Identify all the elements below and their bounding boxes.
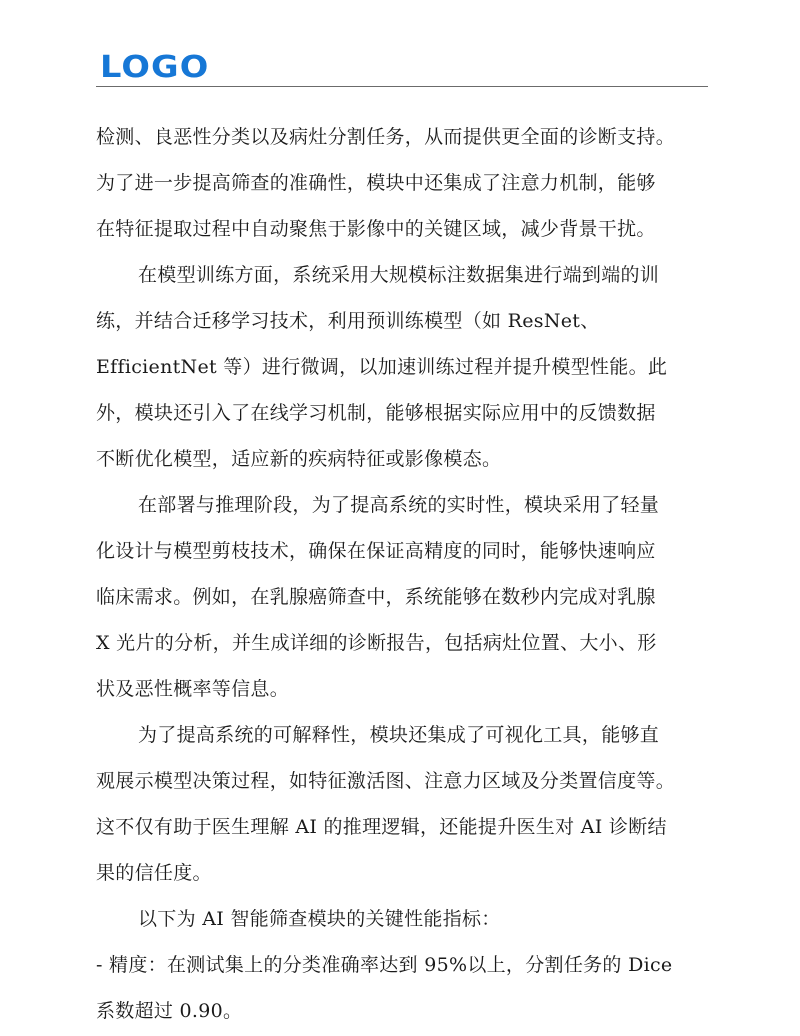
text-line: X 光片的分析，并生成详细的诊断报告，包括病灶位置、大小、形 — [96, 632, 657, 654]
text-line: 外，模块还引入了在线学习机制，能够根据实际应用中的反馈数据 — [96, 402, 656, 424]
document-body — [96, 114, 726, 1034]
paragraph-start-line: 为了提高系统的可解释性，模块还集成了可视化工具，能够直 — [138, 724, 660, 746]
text-line: 练，并结合迁移学习技术，利用预训练模型（如 ResNet、 — [96, 310, 600, 332]
text-line: EfficientNet 等）进行微调，以加速训练过程并提升模型性能。此 — [96, 356, 668, 378]
header-divider — [96, 86, 708, 87]
paragraph-start-line: 以下为 AI 智能筛查模块的关键性能指标： — [138, 908, 501, 930]
text-line: 在特征提取过程中自动聚焦于影像中的关键区域，减少背景干扰。 — [96, 218, 656, 240]
text-line: 状及恶性概率等信息。 — [96, 678, 290, 700]
text-line: 这不仅有助于医生理解 AI 的推理逻辑，还能提升医生对 AI 诊断结 — [96, 816, 667, 838]
text-line: 化设计与模型剪枝技术，确保在保证高精度的同时，能够快速响应 — [96, 540, 656, 562]
text-line: 系数超过 0.90。 — [96, 1000, 243, 1022]
text-line: 检测、良恶性分类以及病灶分割任务，从而提供更全面的诊断支持。 — [96, 126, 676, 148]
text-line: 临床需求。例如，在乳腺癌筛查中，系统能够在数秒内完成对乳腺 — [96, 586, 656, 608]
paragraph-start-line: 在模型训练方面，系统采用大规模标注数据集进行端到端的训 — [138, 264, 660, 286]
list-item-line: - 精度：在测试集上的分类准确率达到 95%以上，分割任务的 Dice — [96, 954, 673, 976]
paragraph-start-line: 在部署与推理阶段，为了提高系统的实时性，模块采用了轻量 — [138, 494, 660, 516]
text-line: 观展示模型决策过程，如特征激活图、注意力区域及分类置信度等。 — [96, 770, 676, 792]
logo: LOGO — [100, 50, 210, 85]
text-line: 为了进一步提高筛查的准确性，模块中还集成了注意力机制，能够 — [96, 172, 656, 194]
text-line: 果的信任度。 — [96, 862, 212, 884]
text-line: 不断优化模型，适应新的疾病特征或影像模态。 — [96, 448, 502, 470]
